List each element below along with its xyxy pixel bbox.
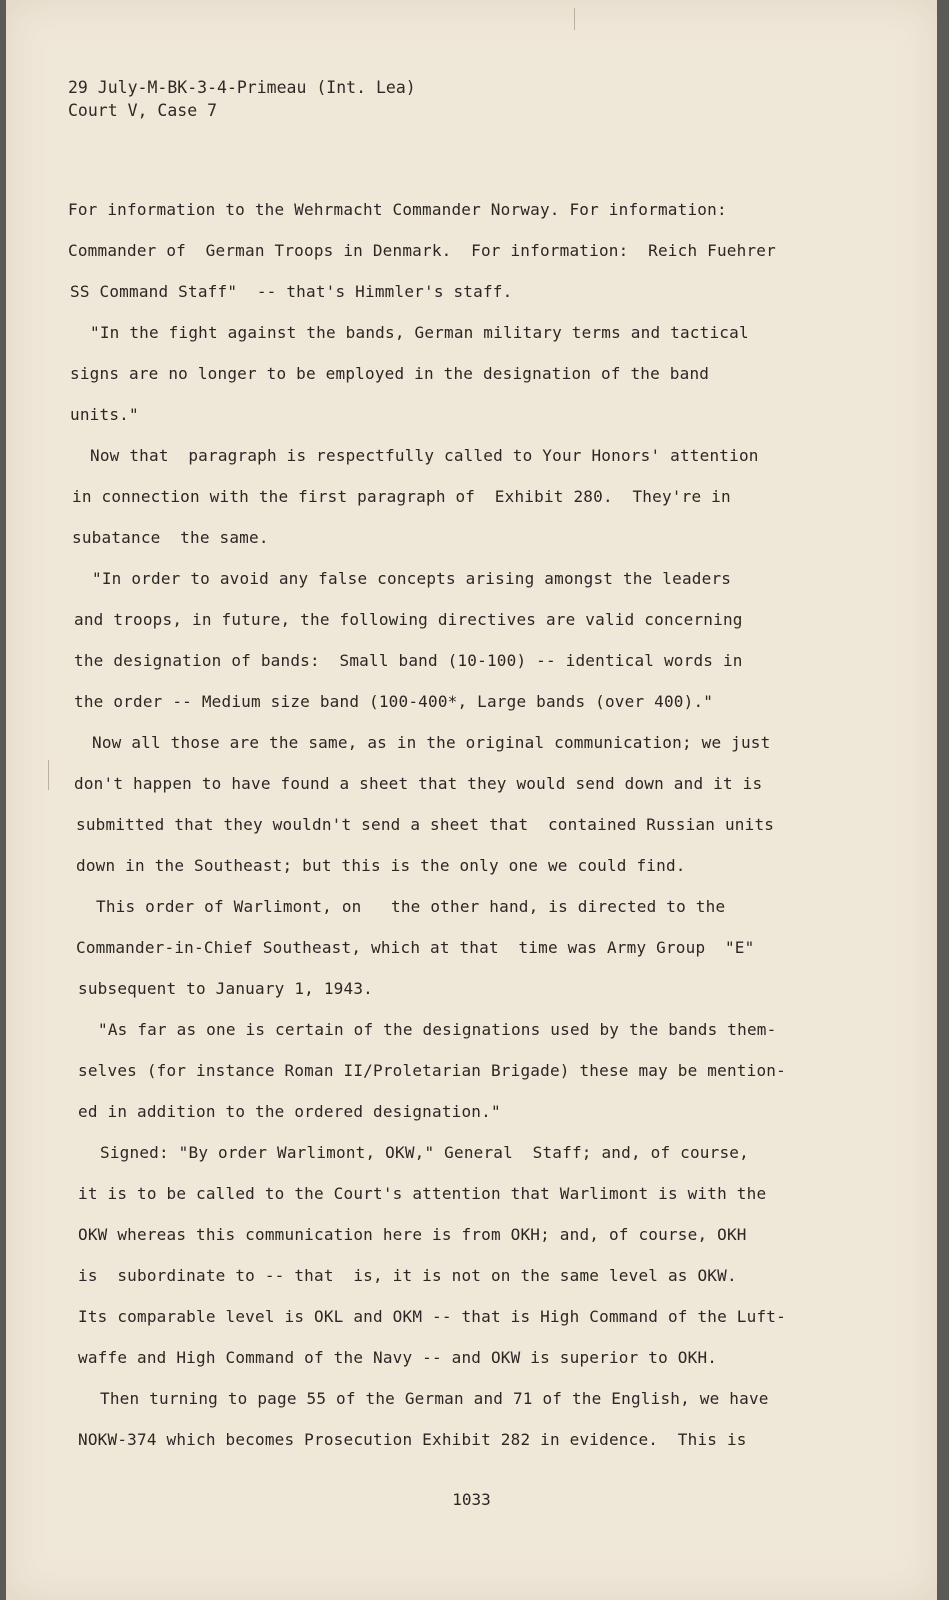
body-line: NOKW-374 which becomes Prosecution Exhibit 282 in evidence. This is bbox=[78, 1430, 747, 1449]
paper-mark bbox=[48, 760, 49, 790]
body-line: submitted that they wouldn't send a sheet that contained Russian units bbox=[76, 815, 775, 834]
body-line: units." bbox=[70, 405, 139, 424]
body-line: is subordinate to -- that is, it is not on the same level as OKW. bbox=[78, 1266, 737, 1285]
body-line: "In order to avoid any false concepts arising amongst the leaders bbox=[92, 569, 732, 588]
body-line: selves (for instance Roman II/Proletarian Brigade) these may be mention- bbox=[78, 1061, 786, 1080]
body-line: don't happen to have found a sheet that they would send down and it is bbox=[74, 774, 763, 793]
header-court-case: Court V, Case 7 bbox=[68, 101, 218, 120]
body-line: and troops, in future, the following directives are valid concerning bbox=[74, 610, 743, 629]
body-line: waffe and High Command of the Navy -- and OKW is superior to OKH. bbox=[78, 1348, 718, 1367]
document-header bbox=[68, 76, 416, 122]
body-line: ed in addition to the ordered designation." bbox=[78, 1102, 501, 1121]
body-line: subsequent to January 1, 1943. bbox=[78, 979, 373, 998]
body-line: the order -- Medium size band (100-400*, Large bands (over 400)." bbox=[74, 692, 714, 711]
header-reference: 29 July-M-BK-3-4-Primeau (Int. Lea) bbox=[68, 78, 416, 97]
body-line: Now that paragraph is respectfully called to Your Honors' attention bbox=[90, 446, 759, 465]
body-line: Its comparable level is OKL and OKM -- that is High Command of the Luft- bbox=[78, 1307, 786, 1326]
body-line: it is to be called to the Court's attention that Warlimont is with the bbox=[78, 1184, 767, 1203]
body-line: down in the Southeast; but this is the only one we could find. bbox=[76, 856, 686, 875]
document-page bbox=[6, 0, 937, 1600]
body-line: For information to the Wehrmacht Commander Norway. For information: bbox=[68, 200, 727, 219]
body-line: the designation of bands: Small band (10-100) -- identical words in bbox=[74, 651, 743, 670]
body-line: Commander-in-Chief Southeast, which at that time was Army Group "E" bbox=[76, 938, 755, 957]
body-line: "As far as one is certain of the designations used by the bands them- bbox=[98, 1020, 777, 1039]
body-line: Signed: "By order Warlimont, OKW," General Staff; and, of course, bbox=[100, 1143, 749, 1162]
paper-mark bbox=[574, 8, 575, 30]
body-line: This order of Warlimont, on the other hand, is directed to the bbox=[96, 897, 726, 916]
body-line: OKW whereas this communication here is from OKH; and, of course, OKH bbox=[78, 1225, 747, 1244]
body-line: signs are no longer to be employed in the designation of the band bbox=[70, 364, 710, 383]
body-line: Then turning to page 55 of the German and 71 of the English, we have bbox=[100, 1389, 769, 1408]
body-line: subatance the same. bbox=[72, 528, 269, 547]
body-line: in connection with the first paragraph of Exhibit 280. They're in bbox=[72, 487, 731, 506]
body-line: "In the fight against the bands, German military terms and tactical bbox=[90, 323, 749, 342]
body-line: Commander of German Troops in Denmark. For information: Reich Fuehrer bbox=[68, 241, 776, 260]
body-line: SS Command Staff" -- that's Himmler's staff. bbox=[70, 282, 513, 301]
body-line: Now all those are the same, as in the original communication; we just bbox=[92, 733, 771, 752]
page-number: 1033 bbox=[452, 1490, 491, 1509]
